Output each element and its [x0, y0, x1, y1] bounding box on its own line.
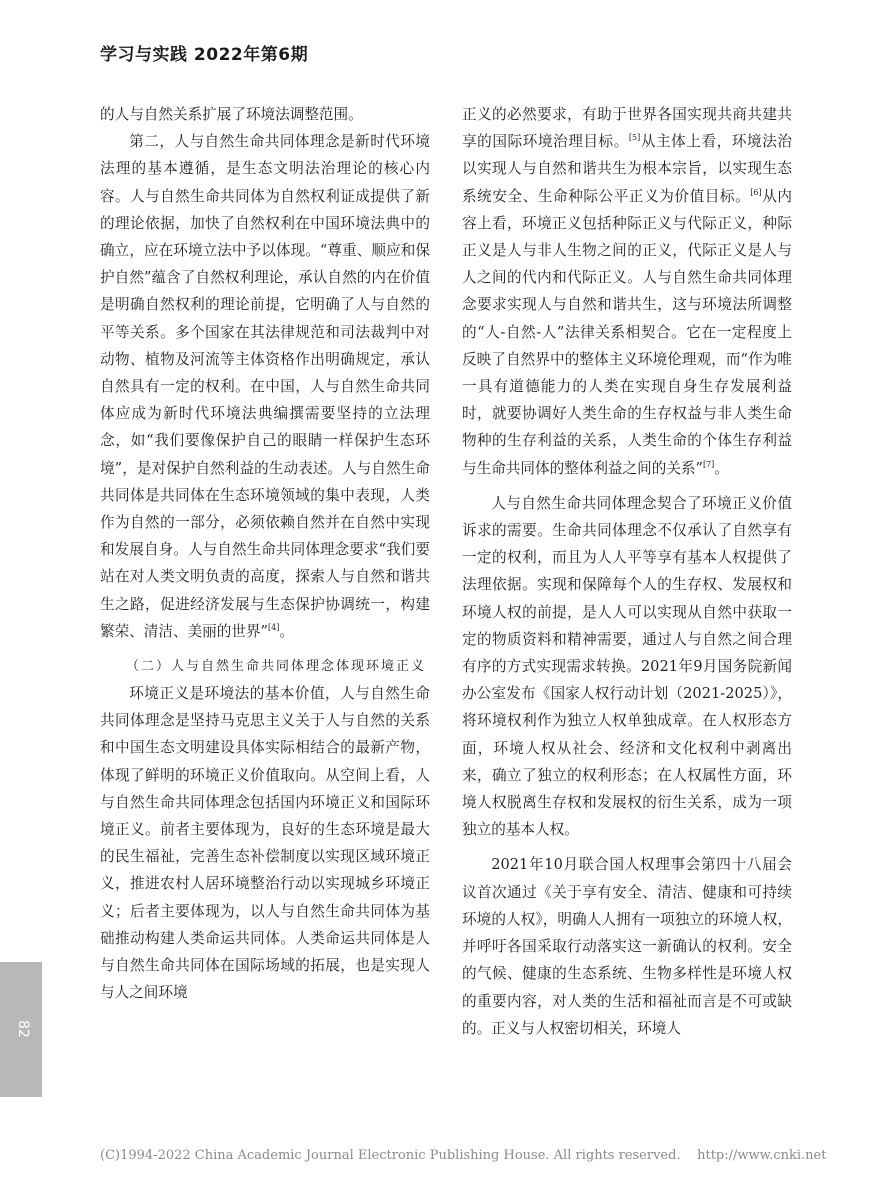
citation-4[interactable]: [4]: [268, 622, 280, 632]
left-paragraph-2: [100, 128, 430, 645]
footer-url[interactable]: http://www.cnki.net: [697, 1148, 827, 1163]
left-paragraph-2-text: 第二，人与自然生命共同体理念是新时代环境法理的基本遵循，是生态文明法治理论的核心内容。人与自然生命共同体为自然权利证成提供了新的理论依据，加快了自然权利在中国环境法典中的确立，应在环境立法中予以体现。“尊重、顺应和保护自然”蕴含了自然权利理论，承认自然的内在价值是明确自然权利的理论前提，它明确了人与自然的平等关系。多个国家在其法律规范和司法裁判中对动物、植物及河流等主体资格作出明确规定，承认自然具有一定的权利。在中国，人与自然生命共同体应成为新时代环境法典编撰需要坚持的立法理念，如“我们要像保护自己的眼睛一样保护生态环境”，是对保护自然利益的生动表述。人与自然生命共同体是共同体在生态环境领域的集中表现，人类作为自然的一部分，必须依赖自然并在自然中实现和发展自身。人与自然生命共同体理念要求“我们要站在对人类文明负责的高度，探索人与自然和谐共生之路，促进经济发展与生态保护协调统一，构建繁荣、清洁、美丽的世界”: [100, 133, 430, 640]
left-column: [100, 101, 430, 1007]
right-paragraph-1: [462, 101, 792, 482]
journal-issue: 2022年第6期: [193, 45, 309, 65]
right-paragraph-1-part-c: 从内容上看，环境正义包括种际正义与代际正义，种际正义是人与非人生物之间的正义，代际正义是人与人之间的代内和代际正义。人与自然生命共同体理念要求实现人与自然和谐共生，这与环境法所调整的“人-自然-人”法律关系相契合。它在一定程度上反映了自然界中的整体主义环境伦理观，而“作为唯一具有道德能力的人类在实现自身生存发展利益时，就要协调好人类生命的生存权益与非人类生命物种的生存利益的关系，人类生命的个体生存利益与生命共同体的整体利益之间的关系”: [462, 187, 792, 477]
citation-5[interactable]: [5]: [628, 133, 641, 143]
citation-6[interactable]: [6]: [750, 187, 762, 197]
journal-header: [100, 40, 308, 65]
footer-copyright: (C)1994-2022 China Academic Journal Electronic Publishing House. All rights reserved.: [100, 1148, 681, 1163]
section-subheading: （二）人与自然生命共同体理念体现环境正义: [126, 659, 427, 675]
right-column: [462, 101, 792, 1042]
right-paragraph-2: 人与自然生命共同体理念契合了环境正义价值诉求的需要。生命共同体理念不仅承认了自然享有一定的权利，而且为人人平等享有基本人权提供了法理依据。实现和保障每个人的生存权、发展权和环境人权的前提，是人人可以实现从自然中获取一定的物质资料和精神需要，通过人与自然之间合理有序的方式实现需求转换。2021年9月国务院新闻办公室发布《国家人权行动计划（2021-2025）》，将环境权利作为独立人权单独成章。在人权形态方面，环境人权从社会、经济和文化权利中剥离出来，确立了独立的权利形态；在人权属性方面，环境人权脱离生存权和发展权的衍生关系，成为一项独立的基本人权。: [462, 494, 792, 839]
right-paragraph-1-part-b: 从主体上看，环境法治以实现人与自然和谐共生为根本宗旨，以实现生态系统安全、生命种际公平正义为价值目标。: [462, 133, 792, 205]
right-paragraph-1-end: 。: [714, 459, 729, 477]
journal-name: 学习与实践: [100, 45, 188, 65]
right-paragraph-1-part-a: 正义的必然要求，有助于世界各国实现共商共建共享的国际环境治理目标。: [462, 106, 792, 151]
footer: [100, 1148, 826, 1163]
citation-7[interactable]: [7]: [702, 459, 715, 469]
left-paragraph-1: 的人与自然关系扩展了环境法调整范围。: [100, 106, 363, 123]
page-number: 82: [15, 1020, 31, 1038]
left-paragraph-2-end: 。: [279, 622, 294, 640]
right-paragraph-3: 2021年10月联合国人权理事会第四十八届会议首次通过《关于享有安全、清洁、健康和可持续环境的人权》，明确人人拥有一项独立的环境人权，并呼吁各国采取行动落实这一新确认的权利。安全的气候、健康的生态系统、生物多样性是环境人权的重要内容，对人类的生活和福祉而言是不可或缺的。正义与人权密切相关，环境人: [462, 856, 792, 1037]
left-paragraph-3: 环境正义是环境法的基本价值，人与自然生命共同体理念是坚持马克思主义关于人与自然的关系和中国生态文明建设具体实际相结合的最新产物，体现了鲜明的环境正义价值取向。从空间上看，人与自然生命共同体理念包括国内环境正义和国际环境正义。前者主要体现为，良好的生态环境是最大的民生福祉，完善生态补偿制度以实现区域环境正义，推进农村人居环境整治行动以实现城乡环境正义；后者主要体现为，以人与自然生命共同体为基础推动构建人类命运共同体。人类命运共同体是人与自然生命共同体在国际场域的拓展，也是实现人与人之间环境: [100, 685, 430, 1002]
